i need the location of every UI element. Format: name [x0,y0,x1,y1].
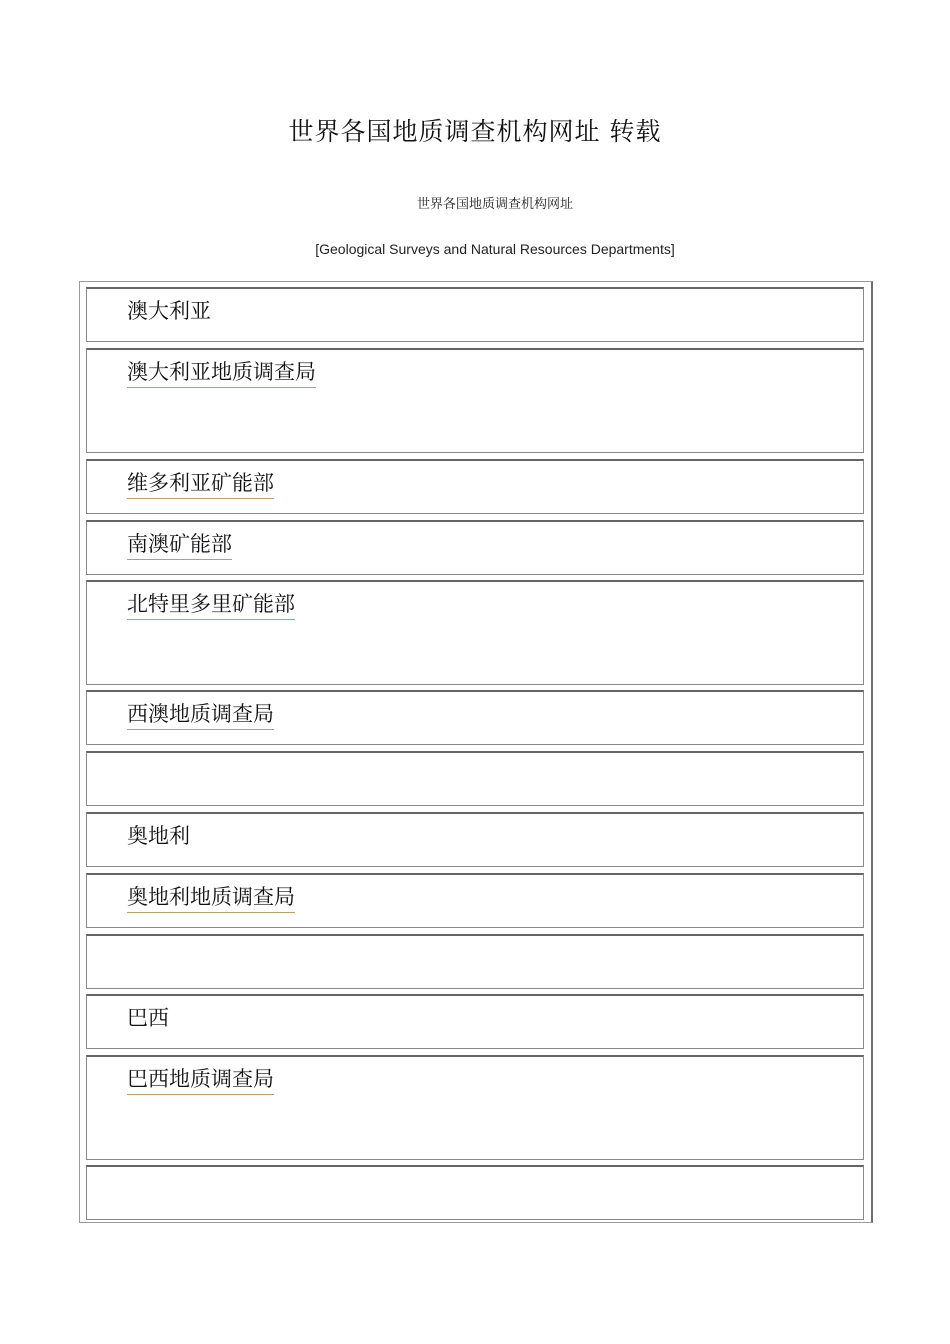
table-row-austria-survey [86,873,864,928]
link-western-australia-geological-survey[interactable]: 西澳地质调查局 [127,700,274,730]
organizations-table [79,281,873,1223]
table-row-country-austria [86,812,864,867]
link-australia-geological-survey[interactable]: 澳大利亚地质调查局 [127,358,316,388]
link-victoria-minerals-energy[interactable]: 维多利亚矿能部 [127,469,274,499]
link-brazil-geological-survey[interactable]: 巴西地质调查局 [127,1065,274,1095]
table-row-empty [86,1165,864,1220]
english-subtitle: [Geological Surveys and Natural Resources Departments] [315,241,675,257]
table-row-country-brazil [86,994,864,1049]
country-label-australia: 澳大利亚 [127,299,211,323]
table-row-western-australia [86,690,864,745]
table-row-australia-survey [86,348,864,453]
table-row-empty [86,751,864,806]
table-row-victoria [86,459,864,514]
table-row-empty [86,934,864,989]
link-austria-geological-survey[interactable]: 奥地利地质调查局 [127,883,295,913]
link-northern-territory-minerals-energy[interactable]: 北特里多里矿能部 [127,590,295,620]
table-row-northern-territory [86,580,864,685]
country-label-austria: 奥地利 [127,824,190,848]
country-label-brazil: 巴西 [127,1006,169,1030]
page-subtitle: 世界各国地质调查机构网址 [416,197,573,212]
table-row-south-australia [86,520,864,575]
link-south-australia-minerals-energy[interactable]: 南澳矿能部 [127,530,232,560]
table-row-brazil-survey [86,1055,864,1160]
page-title: 世界各国地质调查机构网址 转载 [288,117,662,146]
table-row-country-australia [86,287,864,342]
